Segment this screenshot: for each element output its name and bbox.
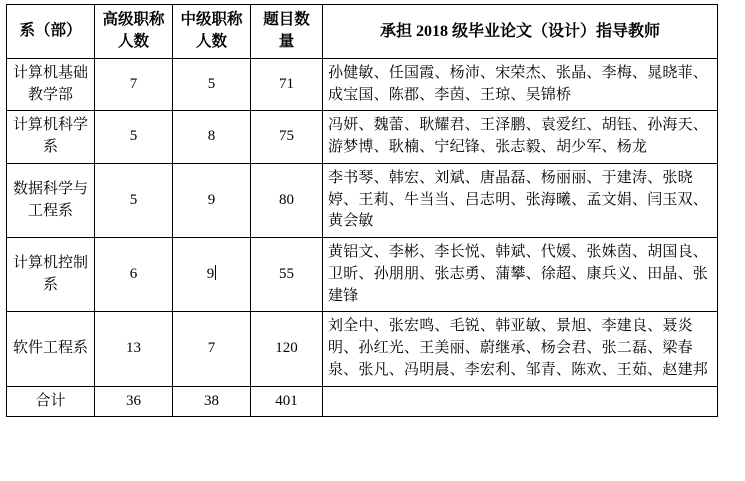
cell-topic-count: 120 bbox=[251, 312, 323, 386]
cell-total-topic-count: 401 bbox=[251, 386, 323, 417]
cell-mid-count-value: 9 bbox=[206, 265, 215, 282]
cell-senior-count: 5 bbox=[95, 111, 173, 164]
table-row bbox=[7, 163, 718, 237]
cell-total-mid-count: 38 bbox=[173, 386, 251, 417]
cell-teachers: 孙健敏、任国霞、杨沛、宋荣杰、张晶、李梅、晁晓菲、成宝国、陈郡、李茵、王琼、吴锦桥 bbox=[323, 58, 718, 111]
column-header-mid-count: 中级职称人数 bbox=[173, 5, 251, 59]
cell-mid-count: 7 bbox=[173, 312, 251, 386]
cell-mid-count: 5 bbox=[173, 58, 251, 111]
cell-topic-count: 71 bbox=[251, 58, 323, 111]
teacher-assignment-table bbox=[6, 4, 718, 417]
cell-dept: 计算机科学系 bbox=[7, 111, 95, 164]
table-row bbox=[7, 238, 718, 312]
table-row bbox=[7, 111, 718, 164]
table-row bbox=[7, 312, 718, 386]
column-header-teachers: 承担 2018 级毕业论文（设计）指导教师 bbox=[323, 5, 718, 59]
cell-total-senior-count: 36 bbox=[95, 386, 173, 417]
table-total-row bbox=[7, 386, 718, 417]
cell-dept: 计算机基础教学部 bbox=[7, 58, 95, 111]
cell-teachers: 刘全中、张宏鸣、毛锐、韩亚敏、景旭、李建良、聂炎明、孙红光、王美丽、蔚继承、杨会君、张二磊、梁春泉、张凡、冯明晨、李宏利、邹青、陈欢、王茹、赵建邦 bbox=[323, 312, 718, 386]
column-header-senior-count: 高级职称人数 bbox=[95, 5, 173, 59]
cell-senior-count: 13 bbox=[95, 312, 173, 386]
cell-teachers: 黄铝文、李彬、李长悦、韩斌、代媛、张姝茵、胡国良、卫昕、孙朋朋、张志勇、蒲攀、徐超、康兵义、田晶、张建锋 bbox=[323, 238, 718, 312]
cell-topic-count: 80 bbox=[251, 163, 323, 237]
cell-total-teachers bbox=[323, 386, 718, 417]
column-header-topic-count: 题目数量 bbox=[251, 5, 323, 59]
cell-mid-count: 8 bbox=[173, 111, 251, 164]
cell-dept: 软件工程系 bbox=[7, 312, 95, 386]
document-page bbox=[0, 4, 745, 481]
text-cursor bbox=[215, 265, 216, 280]
cell-mid-count: 9 bbox=[173, 163, 251, 237]
cell-dept: 计算机控制系 bbox=[7, 238, 95, 312]
table-header-row bbox=[7, 5, 718, 59]
cell-topic-count: 55 bbox=[251, 238, 323, 312]
cell-mid-count-editing[interactable] bbox=[173, 238, 251, 312]
cell-senior-count: 6 bbox=[95, 238, 173, 312]
cell-dept: 数据科学与工程系 bbox=[7, 163, 95, 237]
table-row bbox=[7, 58, 718, 111]
cell-topic-count: 75 bbox=[251, 111, 323, 164]
cell-teachers: 李书琴、韩宏、刘斌、唐晶磊、杨丽丽、于建涛、张晓婷、王莉、牛当当、吕志明、张海曦、孟文娟、闫玉双、黄会敏 bbox=[323, 163, 718, 237]
cell-senior-count: 5 bbox=[95, 163, 173, 237]
cell-senior-count: 7 bbox=[95, 58, 173, 111]
cell-teachers: 冯妍、魏蕾、耿耀君、王泽鹏、袁爱红、胡钰、孙海天、游梦博、耿楠、宁纪锋、张志毅、胡少军、杨龙 bbox=[323, 111, 718, 164]
column-header-dept: 系（部） bbox=[7, 5, 95, 59]
cell-total-label: 合计 bbox=[7, 386, 95, 417]
